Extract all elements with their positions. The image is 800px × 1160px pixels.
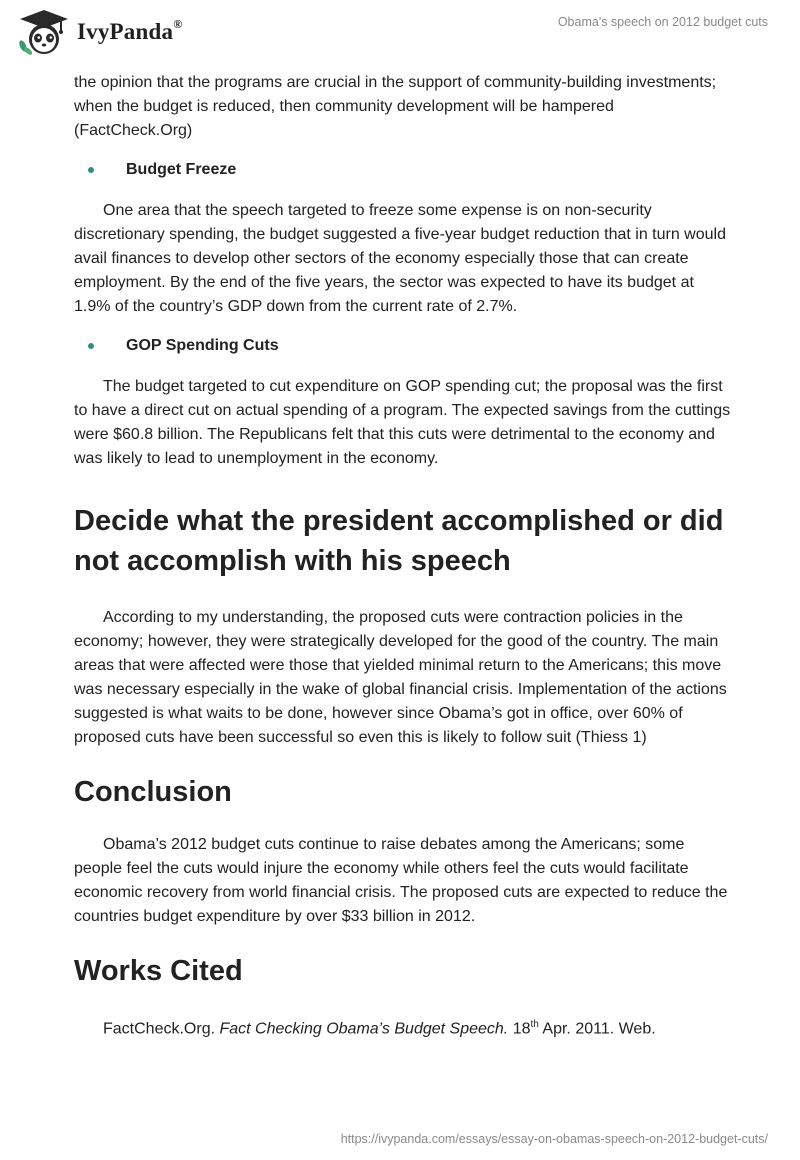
conclusion-paragraph: Obama’s 2012 budget cuts continue to raise debates among the Americans; some people feel the cuts would injure the economy while others feel the cuts would facilitate economic recovery from world financial crisis. The proposed cuts are expected to reduce the countries budget expenditure by over $33 billion in 2012. [74, 836, 728, 925]
citation-day: 18 [512, 1020, 531, 1038]
bullet-dot-icon [88, 167, 94, 173]
brand-name[interactable]: IvyPanda® [77, 17, 183, 44]
trademark-symbol: ® [173, 17, 183, 32]
citation-source: FactCheck.Org. [103, 1020, 216, 1038]
heading-conclusion: Conclusion [74, 776, 232, 808]
bullet-label: GOP Spending Cuts [126, 337, 279, 354]
citation-day-suffix: th [530, 1019, 539, 1030]
citation-rest: Apr. 2011. Web. [542, 1020, 656, 1038]
bullet-item-budget-freeze [74, 158, 734, 182]
essay-content [74, 71, 734, 1041]
ivypanda-logo-icon[interactable] [14, 8, 74, 56]
bullet-item-gop-spending-cuts [74, 334, 734, 358]
citation-title: Fact Checking Obama’s Budget Speech. [219, 1020, 509, 1038]
document-title: Obama's speech on 2012 budget cuts [557, 15, 768, 29]
bullet-label: Budget Freeze [126, 161, 237, 178]
citation-entry [74, 1013, 734, 1041]
accomplishments-paragraph: According to my understanding, the proposed cuts were contraction policies in the economy; however, they were strategically developed for the good of the country. The main areas that were affected were those that yielded minimal return to the Americans; this move was necessary especially in the wake of global financial crisis. Implementation of the actions suggested is what waits to be done, however since Obama’s got in office, over 60% of proposed cuts have been successful so even this is likely to follow suit (Thiess 1) [74, 609, 727, 746]
bullet-dot-icon [88, 343, 94, 349]
heading-accomplishments: Decide what the president accomplished or did not accomplish with his speech [74, 505, 724, 577]
page-header [0, 0, 800, 70]
intro-paragraph: the opinion that the programs are crucial in the support of community-building investments; when the budget is reduced, then community development will be hampered (FactCheck.Org) [74, 74, 717, 139]
budget-freeze-paragraph: One area that the speech targeted to freeze some expense is on non-security discretionary spending, the budget suggested a five-year budget reduction that in turn would avail finances to develop other sectors of the economy especially those that can create employment. By the end of the five years, the sector was expected to have its budget at 1.9% of the country’s GDP down from the current rate of 2.7%. [74, 202, 726, 315]
footer-url-link[interactable]: https://ivypanda.com/essays/essay-on-obamas-speech-on-2012-budget-cuts/ [340, 1132, 768, 1146]
gop-spending-cuts-paragraph: The budget targeted to cut expenditure on GOP spending cut; the proposal was the first to have a direct cut on actual spending of a program. The expected savings from the cuttings were $60.8 billion. The Republicans felt that this cuts were detrimental to the economy and was likely to lead to unemployment in the economy. [74, 378, 731, 467]
heading-works-cited: Works Cited [74, 955, 243, 987]
